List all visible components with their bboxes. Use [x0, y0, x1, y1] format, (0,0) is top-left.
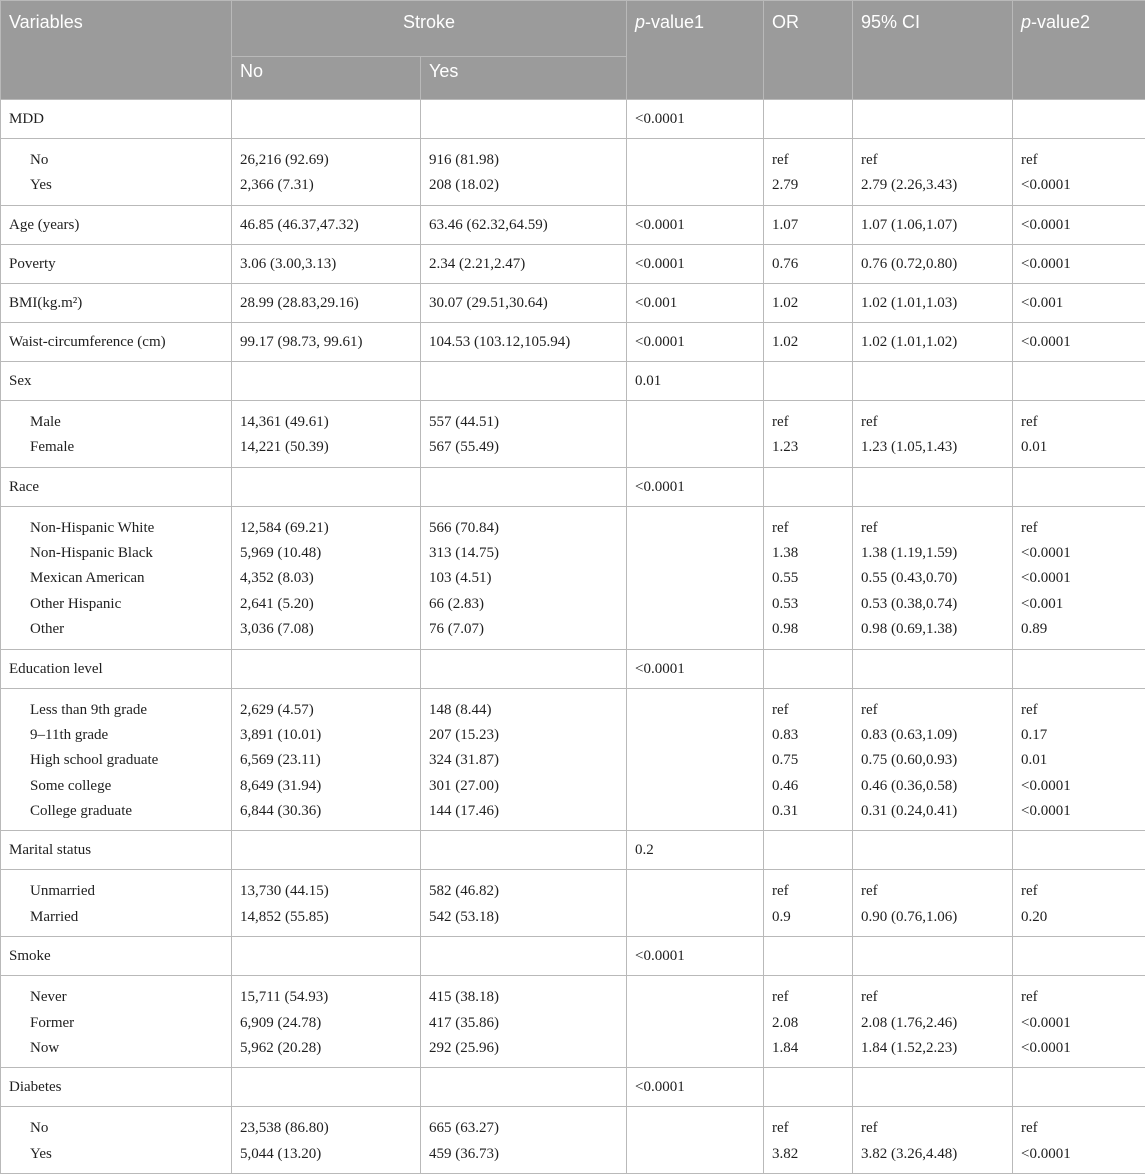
subcategory-label: Non-Hispanic Black — [9, 541, 223, 566]
cell-pvalue2: <0.001 — [1013, 283, 1145, 322]
subcategory-value: 0.83 (0.63,1.09) — [861, 723, 1004, 748]
subcategory-value: 103 (4.51) — [429, 566, 618, 591]
cell-stroke-yes — [421, 831, 627, 870]
subcategory-value: 76 (7.07) — [429, 617, 618, 642]
header-pvalue2 — [1013, 1, 1145, 100]
cell-pvalue1: <0.0001 — [627, 1068, 764, 1107]
cell-ci — [853, 937, 1013, 976]
cell-stroke-no — [232, 1107, 421, 1174]
subcategory-label: Former — [9, 1011, 223, 1036]
subcategory-value: 14,852 (55.85) — [240, 905, 412, 930]
subcategory-value: 0.9 — [772, 905, 844, 930]
subcategory-value: 26,216 (92.69) — [240, 148, 412, 173]
header-ci: 95% CI — [853, 1, 1013, 100]
subcategory-label: Unmarried — [9, 879, 223, 904]
subcategory-label: Yes — [9, 173, 223, 198]
cell-stroke-yes: 30.07 (29.51,30.64) — [421, 283, 627, 322]
table-row — [1, 649, 1145, 688]
subcategory-value: 0.55 — [772, 566, 844, 591]
cell-or — [764, 870, 853, 937]
subcategory-value: 0.83 — [772, 723, 844, 748]
subcategory-value: 2,629 (4.57) — [240, 698, 412, 723]
cell-ci: 1.07 (1.06,1.07) — [853, 205, 1013, 244]
cell-stroke-no — [232, 649, 421, 688]
subcategory-value: 0.01 — [1021, 748, 1137, 773]
cell-stroke-no — [232, 361, 421, 400]
cell-stroke-yes: 104.53 (103.12,105.94) — [421, 322, 627, 361]
subcategory-value: ref — [1021, 879, 1137, 904]
cell-stroke-yes — [421, 400, 627, 467]
header-stroke-yes: Yes — [421, 57, 627, 100]
cell-stroke-no — [232, 139, 421, 206]
cell-stroke-yes — [421, 976, 627, 1068]
cell-ci — [853, 400, 1013, 467]
cell-pvalue1: <0.0001 — [627, 244, 764, 283]
cell-or — [764, 400, 853, 467]
subcategory-value: ref — [772, 1116, 844, 1141]
header-or: OR — [764, 1, 853, 100]
table-row-group — [1, 400, 1145, 467]
cell-pvalue1 — [627, 976, 764, 1068]
subcategory-value: ref — [861, 410, 1004, 435]
subcategory-value: 207 (15.23) — [429, 723, 618, 748]
cell-stroke-yes — [421, 1068, 627, 1107]
cell-pvalue1: <0.0001 — [627, 205, 764, 244]
subcategory-label: No — [9, 1116, 223, 1141]
table-row — [1, 244, 1145, 283]
header-stroke-no: No — [232, 57, 421, 100]
subcategory-value: 2.08 — [772, 1011, 844, 1036]
table-row — [1, 361, 1145, 400]
subcategory-label: High school graduate — [9, 748, 223, 773]
subcategory-value: 0.75 — [772, 748, 844, 773]
subcategory-label: Never — [9, 985, 223, 1010]
cell-ci — [853, 976, 1013, 1068]
cell-variable — [1, 870, 232, 937]
subcategory-value: 0.98 (0.69,1.38) — [861, 617, 1004, 642]
cell-ci — [853, 100, 1013, 139]
cell-stroke-yes — [421, 870, 627, 937]
subcategory-value: 313 (14.75) — [429, 541, 618, 566]
subcategory-value: 2.79 (2.26,3.43) — [861, 173, 1004, 198]
subcategory-value: 3.82 — [772, 1142, 844, 1167]
subcategory-value: ref — [861, 698, 1004, 723]
subcategory-label: Mexican American — [9, 566, 223, 591]
table-row-group — [1, 1107, 1145, 1174]
header-pvalue1-rest: -value1 — [645, 12, 704, 32]
subcategory-value: ref — [1021, 516, 1137, 541]
cell-stroke-yes — [421, 100, 627, 139]
cell-pvalue2 — [1013, 100, 1145, 139]
cell-stroke-no — [232, 467, 421, 506]
subcategory-value: ref — [1021, 1116, 1137, 1141]
header-pvalue1-italic: p — [635, 12, 645, 32]
cell-variable: Race — [1, 467, 232, 506]
subcategory-value: 2,366 (7.31) — [240, 173, 412, 198]
subcategory-value: ref — [772, 985, 844, 1010]
cell-or — [764, 1107, 853, 1174]
cell-pvalue1: <0.0001 — [627, 467, 764, 506]
header-pvalue2-rest: -value2 — [1031, 12, 1090, 32]
cell-variable — [1, 400, 232, 467]
subcategory-value: <0.001 — [1021, 592, 1137, 617]
cell-stroke-no — [232, 688, 421, 831]
subcategory-value: 0.89 — [1021, 617, 1137, 642]
cell-pvalue2 — [1013, 870, 1145, 937]
subcategory-label: Female — [9, 435, 223, 460]
subcategory-value: 23,538 (86.80) — [240, 1116, 412, 1141]
subcategory-value: 1.23 — [772, 435, 844, 460]
subcategory-value: 2.08 (1.76,2.46) — [861, 1011, 1004, 1036]
cell-variable — [1, 976, 232, 1068]
cell-or — [764, 361, 853, 400]
subcategory-value: 0.46 (0.36,0.58) — [861, 774, 1004, 799]
cell-pvalue2 — [1013, 976, 1145, 1068]
cell-stroke-no: 3.06 (3.00,3.13) — [232, 244, 421, 283]
cell-stroke-no — [232, 506, 421, 649]
subcategory-value: 14,221 (50.39) — [240, 435, 412, 460]
subcategory-value: 3,036 (7.08) — [240, 617, 412, 642]
subcategory-value: <0.0001 — [1021, 1036, 1137, 1061]
subcategory-value: 5,969 (10.48) — [240, 541, 412, 566]
cell-pvalue1 — [627, 139, 764, 206]
cell-ci — [853, 467, 1013, 506]
cell-ci — [853, 1068, 1013, 1107]
table-row — [1, 205, 1145, 244]
cell-stroke-yes: 63.46 (62.32,64.59) — [421, 205, 627, 244]
cell-ci: 1.02 (1.01,1.02) — [853, 322, 1013, 361]
cell-stroke-no — [232, 976, 421, 1068]
subcategory-value: 4,352 (8.03) — [240, 566, 412, 591]
subcategory-value: 208 (18.02) — [429, 173, 618, 198]
cell-stroke-no — [232, 870, 421, 937]
cell-variable: Education level — [1, 649, 232, 688]
subcategory-value: <0.0001 — [1021, 566, 1137, 591]
subcategory-value: ref — [861, 985, 1004, 1010]
subcategory-label: Other — [9, 617, 223, 642]
cell-variable — [1, 688, 232, 831]
table-row-group — [1, 506, 1145, 649]
cell-variable: Diabetes — [1, 1068, 232, 1107]
cell-pvalue1 — [627, 506, 764, 649]
table-row — [1, 100, 1145, 139]
header-variables: Variables — [1, 1, 232, 100]
cell-stroke-no — [232, 400, 421, 467]
subcategory-value: 6,844 (30.36) — [240, 799, 412, 824]
subcategory-value: ref — [772, 698, 844, 723]
cell-pvalue1 — [627, 400, 764, 467]
cell-stroke-no — [232, 100, 421, 139]
cell-pvalue1: <0.0001 — [627, 937, 764, 976]
cell-stroke-no — [232, 937, 421, 976]
cell-pvalue2: <0.0001 — [1013, 322, 1145, 361]
subcategory-value: 459 (36.73) — [429, 1142, 618, 1167]
cell-pvalue2 — [1013, 1068, 1145, 1107]
cell-pvalue1: <0.001 — [627, 283, 764, 322]
cell-pvalue1: <0.0001 — [627, 322, 764, 361]
cell-or — [764, 976, 853, 1068]
cell-pvalue1: 0.2 — [627, 831, 764, 870]
subcategory-value: ref — [772, 148, 844, 173]
cell-variable: Poverty — [1, 244, 232, 283]
subcategory-value: 148 (8.44) — [429, 698, 618, 723]
cell-stroke-yes — [421, 361, 627, 400]
header-stroke: Stroke — [232, 1, 627, 57]
cell-pvalue2: <0.0001 — [1013, 205, 1145, 244]
subcategory-value: ref — [861, 516, 1004, 541]
cell-stroke-no: 28.99 (28.83,29.16) — [232, 283, 421, 322]
subcategory-value: 14,361 (49.61) — [240, 410, 412, 435]
subcategory-value: 916 (81.98) — [429, 148, 618, 173]
subcategory-value: 1.38 (1.19,1.59) — [861, 541, 1004, 566]
subcategory-value: 301 (27.00) — [429, 774, 618, 799]
cell-or: 0.76 — [764, 244, 853, 283]
subcategory-value: ref — [1021, 698, 1137, 723]
subcategory-value: 144 (17.46) — [429, 799, 618, 824]
subcategory-value: 3.82 (3.26,4.48) — [861, 1142, 1004, 1167]
cell-ci — [853, 139, 1013, 206]
subcategory-value: 415 (38.18) — [429, 985, 618, 1010]
cell-stroke-yes — [421, 649, 627, 688]
subcategory-value: <0.0001 — [1021, 173, 1137, 198]
subcategory-value: 1.84 (1.52,2.23) — [861, 1036, 1004, 1061]
subcategory-value: 1.38 — [772, 541, 844, 566]
cell-variable: BMI(kg.m²) — [1, 283, 232, 322]
header-pvalue1 — [627, 1, 764, 100]
cell-pvalue2 — [1013, 361, 1145, 400]
subcategory-value: 2,641 (5.20) — [240, 592, 412, 617]
subcategory-value: ref — [1021, 148, 1137, 173]
cell-variable — [1, 139, 232, 206]
subcategory-value: ref — [772, 879, 844, 904]
cell-pvalue1 — [627, 1107, 764, 1174]
cell-pvalue2 — [1013, 688, 1145, 831]
subcategory-value: 567 (55.49) — [429, 435, 618, 460]
subcategory-value: 6,569 (23.11) — [240, 748, 412, 773]
subcategory-label: Some college — [9, 774, 223, 799]
table-row-group — [1, 139, 1145, 206]
cell-pvalue2 — [1013, 139, 1145, 206]
cell-stroke-yes — [421, 937, 627, 976]
subcategory-label: Male — [9, 410, 223, 435]
subcategory-value: <0.0001 — [1021, 774, 1137, 799]
subcategory-value: 557 (44.51) — [429, 410, 618, 435]
cell-stroke-yes: 2.34 (2.21,2.47) — [421, 244, 627, 283]
cell-or — [764, 100, 853, 139]
subcategory-value: 324 (31.87) — [429, 748, 618, 773]
table-row-group — [1, 870, 1145, 937]
cell-or: 1.07 — [764, 205, 853, 244]
subcategory-value: 3,891 (10.01) — [240, 723, 412, 748]
subcategory-value: 292 (25.96) — [429, 1036, 618, 1061]
subcategory-value: 1.23 (1.05,1.43) — [861, 435, 1004, 460]
table-row-group — [1, 976, 1145, 1068]
subcategory-value: <0.0001 — [1021, 799, 1137, 824]
cell-stroke-no — [232, 1068, 421, 1107]
cell-variable: Smoke — [1, 937, 232, 976]
subcategory-label: Other Hispanic — [9, 592, 223, 617]
subcategory-value: 1.84 — [772, 1036, 844, 1061]
subcategory-label: Less than 9th grade — [9, 698, 223, 723]
subcategory-value: 15,711 (54.93) — [240, 985, 412, 1010]
cell-pvalue1 — [627, 688, 764, 831]
subcategory-value: ref — [861, 1116, 1004, 1141]
subcategory-value: ref — [1021, 985, 1137, 1010]
subcategory-label: 9–11th grade — [9, 723, 223, 748]
cell-or — [764, 649, 853, 688]
cell-variable: Waist-circumference (cm) — [1, 322, 232, 361]
cell-pvalue1 — [627, 870, 764, 937]
subcategory-value: ref — [772, 410, 844, 435]
subcategory-value: 0.55 (0.43,0.70) — [861, 566, 1004, 591]
subcategory-value: 2.79 — [772, 173, 844, 198]
subcategory-value: 0.01 — [1021, 435, 1137, 460]
header-pvalue2-italic: p — [1021, 12, 1031, 32]
cell-pvalue2 — [1013, 649, 1145, 688]
cell-or — [764, 1068, 853, 1107]
cell-ci — [853, 649, 1013, 688]
subcategory-label: Non-Hispanic White — [9, 516, 223, 541]
subcategory-value: 0.46 — [772, 774, 844, 799]
cell-stroke-no: 46.85 (46.37,47.32) — [232, 205, 421, 244]
subcategory-value: 0.98 — [772, 617, 844, 642]
subcategory-value: <0.0001 — [1021, 1142, 1137, 1167]
subcategory-value: 566 (70.84) — [429, 516, 618, 541]
subcategory-value: 0.31 (0.24,0.41) — [861, 799, 1004, 824]
cell-variable: Sex — [1, 361, 232, 400]
cell-ci — [853, 506, 1013, 649]
subcategory-label: Now — [9, 1036, 223, 1061]
cell-stroke-yes — [421, 688, 627, 831]
subcategory-value: 8,649 (31.94) — [240, 774, 412, 799]
cell-variable: Marital status — [1, 831, 232, 870]
subcategory-value: 5,962 (20.28) — [240, 1036, 412, 1061]
table-row — [1, 937, 1145, 976]
cell-pvalue2 — [1013, 467, 1145, 506]
cell-variable — [1, 506, 232, 649]
cell-pvalue2 — [1013, 831, 1145, 870]
cell-or — [764, 831, 853, 870]
subcategory-value: 6,909 (24.78) — [240, 1011, 412, 1036]
subcategory-value: 13,730 (44.15) — [240, 879, 412, 904]
cell-pvalue1: 0.01 — [627, 361, 764, 400]
subcategory-value: ref — [861, 148, 1004, 173]
subcategory-label: No — [9, 148, 223, 173]
cell-or: 1.02 — [764, 322, 853, 361]
subcategory-value: 665 (63.27) — [429, 1116, 618, 1141]
cell-stroke-yes — [421, 506, 627, 649]
subcategory-value: <0.0001 — [1021, 541, 1137, 566]
subcategory-value: 582 (46.82) — [429, 879, 618, 904]
cell-pvalue2 — [1013, 400, 1145, 467]
subcategory-value: 66 (2.83) — [429, 592, 618, 617]
subcategory-value: ref — [1021, 410, 1137, 435]
subcategory-value: 0.31 — [772, 799, 844, 824]
cell-or — [764, 139, 853, 206]
cell-ci — [853, 831, 1013, 870]
subcategory-value: 542 (53.18) — [429, 905, 618, 930]
cell-ci: 1.02 (1.01,1.03) — [853, 283, 1013, 322]
cell-pvalue2 — [1013, 1107, 1145, 1174]
cell-variable: Age (years) — [1, 205, 232, 244]
table-row — [1, 1068, 1145, 1107]
cell-or — [764, 467, 853, 506]
cell-or — [764, 506, 853, 649]
subcategory-value: 0.17 — [1021, 723, 1137, 748]
cell-stroke-no: 99.17 (98.73, 99.61) — [232, 322, 421, 361]
cell-stroke-yes — [421, 467, 627, 506]
cell-stroke-yes — [421, 139, 627, 206]
subcategory-value: 0.20 — [1021, 905, 1137, 930]
table-body — [1, 100, 1145, 1174]
table-row — [1, 831, 1145, 870]
subcategory-value: ref — [772, 516, 844, 541]
table-row — [1, 283, 1145, 322]
cell-pvalue2: <0.0001 — [1013, 244, 1145, 283]
cell-variable: MDD — [1, 100, 232, 139]
table-header — [1, 1, 1145, 100]
subcategory-value: 0.90 (0.76,1.06) — [861, 905, 1004, 930]
subcategory-value: 0.75 (0.60,0.93) — [861, 748, 1004, 773]
subcategory-value: 12,584 (69.21) — [240, 516, 412, 541]
cell-ci — [853, 361, 1013, 400]
subcategory-value: 0.53 (0.38,0.74) — [861, 592, 1004, 617]
subcategory-value: 417 (35.86) — [429, 1011, 618, 1036]
subcategory-label: College graduate — [9, 799, 223, 824]
table-row — [1, 322, 1145, 361]
table-row — [1, 467, 1145, 506]
cell-ci — [853, 688, 1013, 831]
cell-or: 1.02 — [764, 283, 853, 322]
cell-ci — [853, 870, 1013, 937]
cell-pvalue1: <0.0001 — [627, 100, 764, 139]
cell-stroke-no — [232, 831, 421, 870]
cell-or — [764, 937, 853, 976]
subcategory-value: 0.53 — [772, 592, 844, 617]
subcategory-label: Married — [9, 905, 223, 930]
cell-or — [764, 688, 853, 831]
cell-pvalue2 — [1013, 937, 1145, 976]
cell-ci — [853, 1107, 1013, 1174]
subcategory-label: Yes — [9, 1142, 223, 1167]
cell-ci: 0.76 (0.72,0.80) — [853, 244, 1013, 283]
cell-variable — [1, 1107, 232, 1174]
table-row-group — [1, 688, 1145, 831]
cell-pvalue1: <0.0001 — [627, 649, 764, 688]
subcategory-value: ref — [861, 879, 1004, 904]
cell-stroke-yes — [421, 1107, 627, 1174]
subcategory-value: <0.0001 — [1021, 1011, 1137, 1036]
cell-pvalue2 — [1013, 506, 1145, 649]
subcategory-value: 5,044 (13.20) — [240, 1142, 412, 1167]
